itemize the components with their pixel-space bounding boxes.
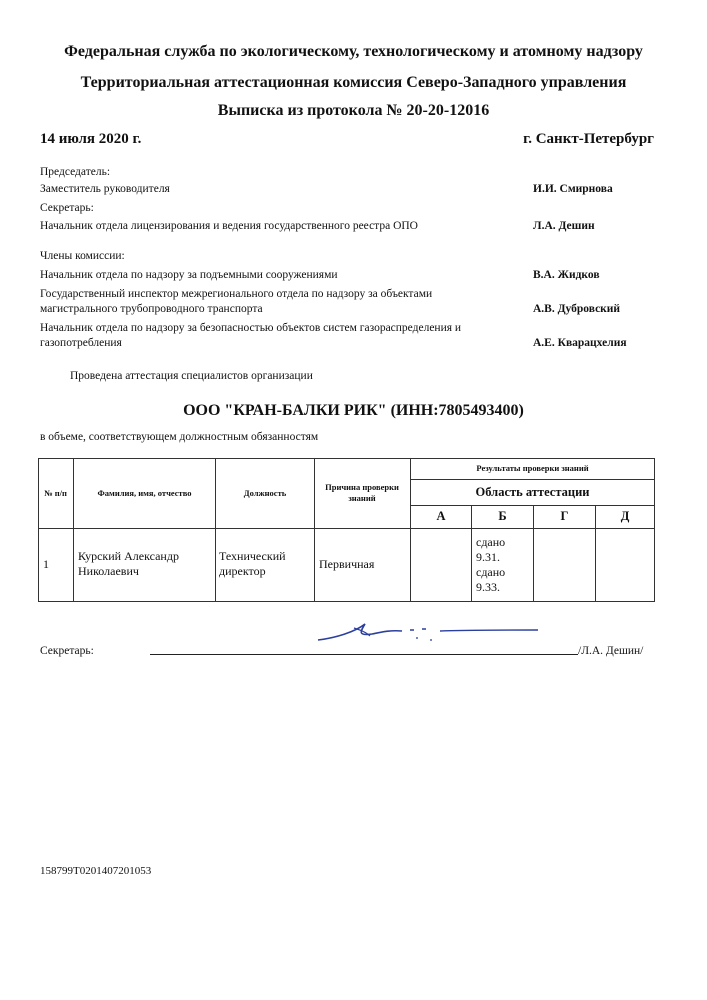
member-3-position-line1: Начальник отдела по надзору за безопасностью объектов систем газораспределения и	[40, 322, 462, 334]
member-3-position-line2: газопотребления	[40, 337, 122, 349]
member-2-name: А.В. Дубровский	[533, 303, 621, 315]
member-3-name: А.Е. Кварацхелия	[533, 337, 627, 349]
chair-position: Заместитель руководителя	[40, 183, 170, 195]
member-2-position-line1: Государственный инспектор межрегионального отдела по надзору за объектами	[40, 288, 433, 300]
col-header-area: Область аттестации	[475, 485, 590, 499]
row-1-position: Технический директор	[219, 549, 286, 578]
organization-name: ООО "КРАН-БАЛКИ РИК" (ИНН:7805493400)	[183, 402, 524, 419]
header-protocol-title: Выписка из протокола № 20-20-12016	[217, 102, 490, 119]
col-header-a: А	[436, 509, 446, 523]
row-1-fio: Курский Александр Николаевич	[78, 549, 179, 578]
member-2-position-line2: магистрального трубопроводного транспорта	[40, 303, 263, 315]
col-header-reason: Причина проверки знаний	[325, 482, 399, 503]
row-1-num: 1	[43, 557, 49, 571]
col-header-fio: Фамилия, имя, отчество	[97, 488, 192, 498]
signature-name: /Л.А. Дешин/	[578, 645, 644, 657]
col-header-b: Б	[498, 509, 507, 523]
header-agency: Федеральная служба по экологическому, технологическому и атомному надзору	[64, 43, 643, 60]
scope-text: в объеме, соответствующем должностным обязанностям	[40, 431, 319, 443]
col-header-position: Должность	[243, 488, 287, 498]
col-header-g: Г	[560, 509, 569, 523]
secretary-label: Секретарь:	[40, 202, 94, 214]
secretary-name: Л.А. Дешин	[533, 220, 595, 232]
signature-line	[150, 654, 578, 655]
footer-code: 158799T0201407201053	[40, 865, 152, 877]
row-1-area-b: сдано 9.31. сдано 9.33.	[476, 535, 506, 594]
signature-label: Секретарь:	[40, 645, 94, 657]
chair-label: Председатель:	[40, 166, 111, 178]
row-1-reason: Первичная	[319, 557, 375, 571]
protocol-city: г. Санкт-Петербург	[523, 131, 654, 147]
secretary-position: Начальник отдела лицензирования и ведения государственного реестра ОПО	[40, 220, 418, 232]
protocol-date: 14 июля 2020 г.	[40, 131, 142, 147]
header-commission: Территориальная аттестационная комиссия Северо-Западного управления	[80, 74, 627, 91]
member-1-position: Начальник отдела по надзору за подъемными сооружениями	[40, 269, 338, 281]
col-header-results: Результаты проверки знаний	[476, 463, 589, 473]
attestation-text: Проведена аттестация специалистов организации	[70, 370, 313, 382]
secretary-signature	[310, 618, 550, 648]
col-header-num: № п/п	[44, 488, 67, 498]
members-label: Члены комиссии:	[40, 250, 125, 262]
member-1-name: В.А. Жидков	[533, 269, 600, 281]
col-header-d: Д	[620, 509, 630, 523]
results-table	[38, 458, 655, 602]
chair-name: И.И. Смирнова	[533, 183, 613, 195]
